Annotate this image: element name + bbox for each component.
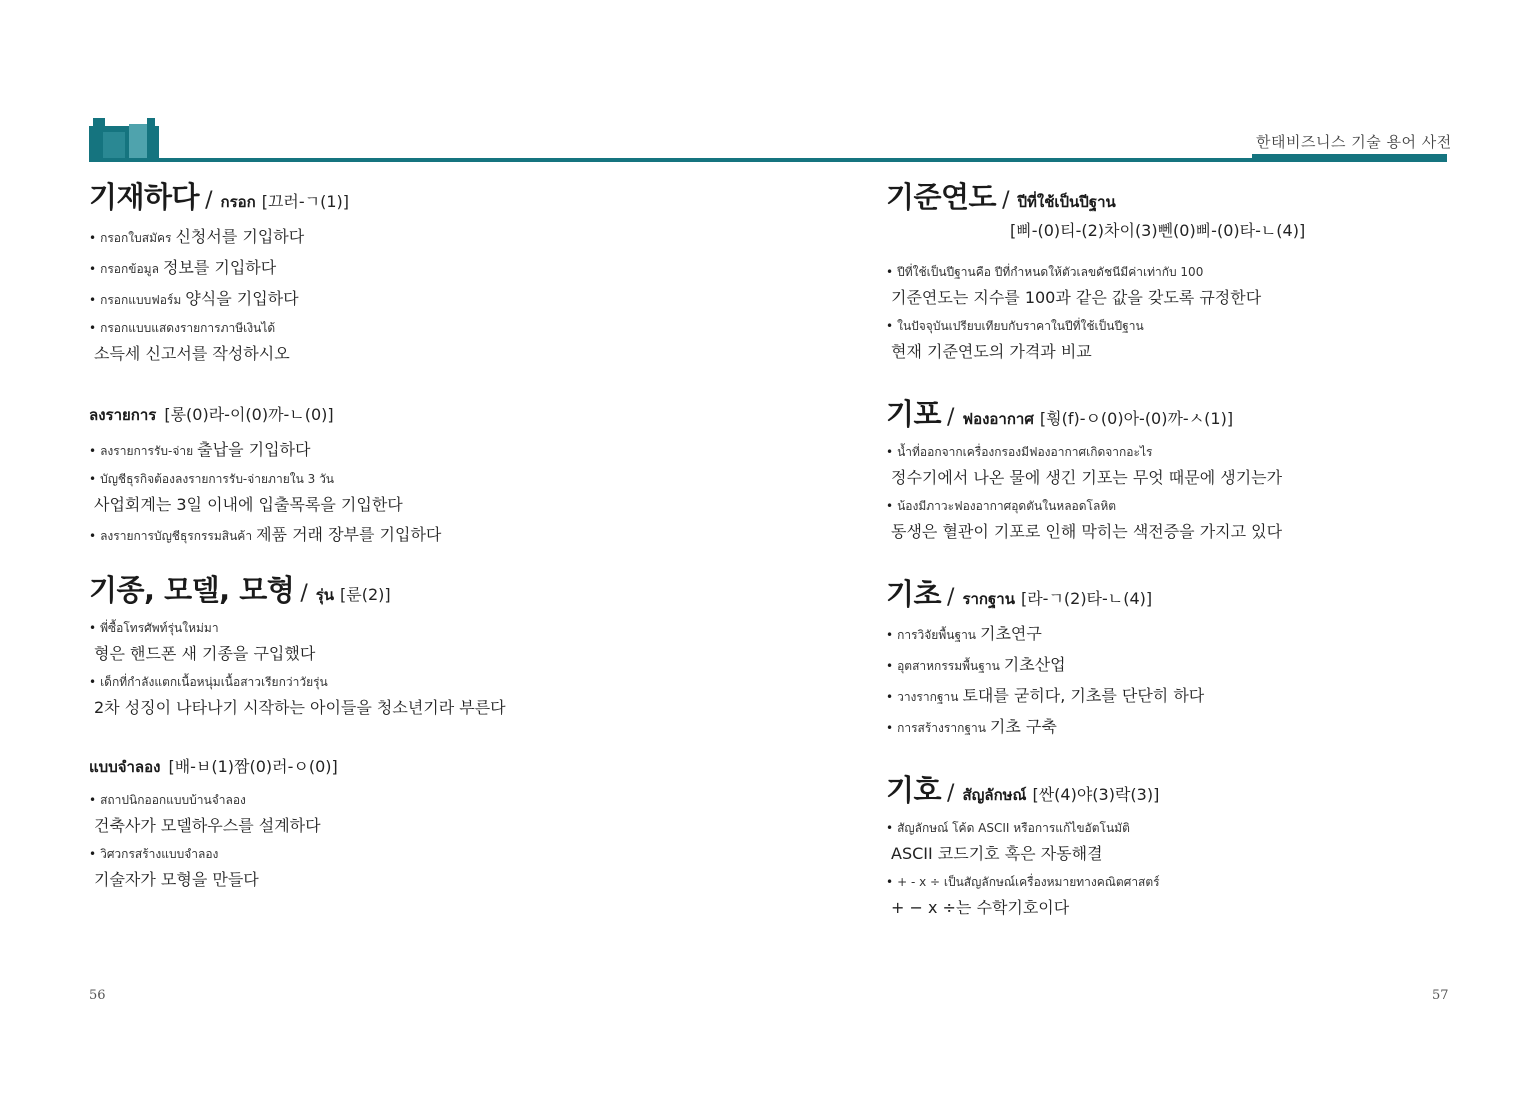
headword: 기호 bbox=[886, 773, 942, 807]
headword: 기초 bbox=[886, 577, 942, 611]
example bbox=[89, 843, 729, 890]
bullet-icon: • bbox=[89, 793, 97, 807]
thai-term: ลงรายการ bbox=[89, 406, 157, 424]
entry-gijunyeondo bbox=[886, 175, 1526, 362]
thai-term: สัญลักษณ์ bbox=[962, 786, 1027, 804]
header-rule bbox=[89, 158, 1447, 162]
thai-term: รากฐาน bbox=[962, 590, 1015, 608]
pronunciation: [배-ㅂ(1)짬(0)러-ㅇ(0)] bbox=[168, 757, 338, 776]
example-thai: เด็กที่กำลังแตกเนื้อหนุ่มเนื้อสาวเรียกว่าวัยรุ่น bbox=[100, 675, 328, 689]
example-korean: 양식을 기입하다 bbox=[185, 289, 299, 308]
slash: / bbox=[947, 781, 955, 806]
example-thai: อุตสาหกรรมพื้นฐาน bbox=[897, 659, 1000, 673]
example-thai: น้องมีภาวะฟองอากาศอุดตันในหลอดโลหิต bbox=[897, 499, 1117, 513]
bullet-icon: • bbox=[886, 628, 894, 642]
thai-term: แบบจำลอง bbox=[89, 758, 161, 776]
example bbox=[886, 714, 1526, 738]
bullet-icon: • bbox=[89, 444, 97, 458]
example bbox=[89, 468, 729, 515]
entry-giho bbox=[886, 768, 1526, 918]
headword-line bbox=[886, 572, 1526, 613]
example-thai: การวิจัยพื้นฐาน bbox=[897, 628, 977, 642]
example-thai: การสร้างรากฐาน bbox=[897, 721, 986, 735]
example bbox=[89, 617, 729, 664]
example bbox=[886, 621, 1526, 645]
example-thai: สถาปนิกออกแบบบ้านจำลอง bbox=[100, 793, 246, 807]
bullet-icon: • bbox=[89, 262, 97, 276]
entry-gijaehada bbox=[89, 175, 729, 364]
thai-term: ปีที่ใช้เป็นปีฐาน bbox=[1017, 193, 1116, 211]
example bbox=[886, 871, 1526, 918]
example bbox=[89, 224, 729, 248]
example-korean: 토대를 굳히다, 기초를 단단히 하다 bbox=[962, 686, 1205, 705]
bullet-icon: • bbox=[89, 621, 97, 635]
subterm-line bbox=[89, 402, 729, 427]
example bbox=[89, 671, 729, 718]
example bbox=[89, 255, 729, 279]
example-korean: 동생은 혈관이 기포로 인해 막히는 색전증을 가지고 있다 bbox=[891, 522, 1283, 541]
entry-gipo bbox=[886, 392, 1526, 542]
example bbox=[89, 789, 729, 836]
headword-line bbox=[886, 175, 1526, 216]
example-korean: + − x ÷는 수학기호이다 bbox=[891, 898, 1070, 917]
example-thai: วางรากฐาน bbox=[897, 690, 959, 704]
example-thai: กรอกแบบแสดงรายการภาษีเงินได้ bbox=[100, 321, 276, 335]
example-korean: 소득세 신고서를 작성하시오 bbox=[94, 344, 290, 363]
entry-baepjamlong bbox=[89, 754, 729, 890]
example bbox=[89, 437, 729, 461]
subterm-line bbox=[89, 754, 729, 779]
example-thai: พี่ซื้อโทรศัพท์รุ่นใหม่มา bbox=[100, 621, 219, 635]
headword-line bbox=[89, 175, 729, 216]
example bbox=[886, 495, 1526, 542]
thai-term: รุ่น bbox=[315, 586, 335, 604]
example-korean: 신청서를 기입하다 bbox=[175, 227, 305, 246]
example bbox=[89, 522, 729, 546]
slash: / bbox=[300, 581, 308, 606]
bullet-icon: • bbox=[886, 690, 894, 704]
example bbox=[886, 315, 1526, 362]
example bbox=[886, 261, 1526, 308]
headword-line bbox=[89, 568, 729, 609]
book-title: 한태비즈니스 기술 용어 사전 bbox=[1256, 133, 1452, 151]
example-korean: ASCII 코드기호 혹은 자동해결 bbox=[891, 844, 1103, 863]
bullet-icon: • bbox=[886, 659, 894, 673]
headword: 기재하다 bbox=[89, 180, 200, 214]
example bbox=[886, 683, 1526, 707]
example-thai: วิศวกรสร้างแบบจำลอง bbox=[100, 847, 219, 861]
example-thai: กรอกแบบฟอร์ม bbox=[100, 293, 182, 307]
bullet-icon: • bbox=[886, 499, 894, 513]
example-korean: 제품 거래 장부를 기입하다 bbox=[256, 525, 442, 544]
headword-line bbox=[886, 392, 1526, 433]
entry-gicho bbox=[886, 572, 1526, 738]
slash: / bbox=[1002, 188, 1010, 213]
header-rule-tab bbox=[1252, 154, 1447, 162]
example-korean: 사업회계는 3일 이내에 입출목록을 기입한다 bbox=[94, 495, 403, 514]
example-korean: 2차 성징이 나타나기 시작하는 아이들을 청소년기라 부른다 bbox=[94, 698, 506, 717]
page-number-right: 57 bbox=[1432, 988, 1449, 1003]
example-thai: ลงรายการรับ-จ่าย bbox=[100, 444, 194, 458]
bullet-icon: • bbox=[886, 265, 894, 279]
bullet-icon: • bbox=[89, 847, 97, 861]
page-number-left: 56 bbox=[89, 988, 106, 1003]
bullet-icon: • bbox=[886, 721, 894, 735]
bullet-icon: • bbox=[89, 321, 97, 335]
pronunciation: [롱(0)라-이(0)까-ㄴ(0)] bbox=[164, 405, 334, 424]
example-thai: บัญชีธุรกิจต้องลงรายการรับ-จ่ายภายใน 3 วัน bbox=[100, 472, 335, 486]
bullet-icon: • bbox=[89, 675, 97, 689]
example-thai: น้ำที่ออกจากเครื่องกรองมีฟองอากาศเกิดจากอะไร bbox=[897, 445, 1153, 459]
example bbox=[886, 441, 1526, 488]
bullet-icon: • bbox=[886, 319, 894, 333]
example bbox=[89, 317, 729, 364]
headword: 기종, 모델, 모형 bbox=[89, 573, 295, 607]
example-korean: 기술자가 모형을 만들다 bbox=[94, 870, 259, 889]
slash: / bbox=[205, 188, 213, 213]
example-thai: + - x ÷ เป็นสัญลักษณ์เครื่องหมายทางคณิตศาสตร์ bbox=[897, 875, 1160, 889]
example-korean: 기초연구 bbox=[980, 624, 1042, 643]
bullet-icon: • bbox=[89, 293, 97, 307]
example bbox=[886, 652, 1526, 676]
example-thai: กรอกข้อมูล bbox=[100, 262, 159, 276]
entry-gijong bbox=[89, 568, 729, 718]
example-thai: ปีที่ใช้เป็นปีฐานคือ ปีที่กำหนดให้ตัวเลขดัชนีมีค่าเท่ากับ 100 bbox=[897, 265, 1204, 279]
headword: 기포 bbox=[886, 397, 942, 431]
example-korean: 형은 핸드폰 새 기종을 구입했다 bbox=[94, 644, 316, 663]
pronunciation: [훵(f)-ㅇ(0)아-(0)까-ㅅ(1)] bbox=[1039, 409, 1234, 428]
slash: / bbox=[947, 405, 955, 430]
example-thai: ในปัจจุบันเปรียบเทียบกับราคาในปีที่ใช้เป็นปีฐาน bbox=[897, 319, 1144, 333]
example-korean: 정보를 기입하다 bbox=[162, 258, 277, 277]
example-korean: 기초 구축 bbox=[989, 717, 1057, 736]
thai-term: กรอก bbox=[220, 193, 256, 211]
bullet-icon: • bbox=[89, 231, 97, 245]
right-page bbox=[886, 175, 1526, 925]
bullet-icon: • bbox=[89, 472, 97, 486]
example-korean: 기준연도는 지수를 100과 같은 값을 갖도록 규정한다 bbox=[891, 288, 1262, 307]
example-korean: 현재 기준연도의 가격과 비교 bbox=[891, 342, 1092, 361]
example-thai: กรอกใบสมัคร bbox=[100, 231, 172, 245]
bullet-icon: • bbox=[886, 821, 894, 835]
example-thai: ลงรายการบัญชีธุรกรรมสินค้า bbox=[100, 529, 253, 543]
slash: / bbox=[947, 585, 955, 610]
left-page bbox=[89, 175, 729, 897]
pronunciation: [끄러-ㄱ(1)] bbox=[261, 192, 350, 211]
pronunciation: [삐-(0)티-(2)차이(3)뻰(0)삐-(0)타-ㄴ(4)] bbox=[1010, 221, 1306, 240]
thai-term: ฟองอากาศ bbox=[962, 410, 1034, 428]
pronunciation: [룬(2)] bbox=[340, 585, 391, 604]
pronunciation: [라-ㄱ(2)타-ㄴ(4)] bbox=[1020, 589, 1153, 608]
book-logo-icon bbox=[89, 118, 159, 161]
example-korean: 건축사가 모델하우스를 설계하다 bbox=[94, 816, 321, 835]
example-thai: สัญลักษณ์ โค้ด ASCII หรือการแก้ไขอัตโนมัติ bbox=[897, 821, 1130, 835]
pronunciation: [싼(4)야(3)락(3)] bbox=[1032, 785, 1160, 804]
headword-line bbox=[886, 768, 1526, 809]
headword: 기준연도 bbox=[886, 180, 997, 214]
bullet-icon: • bbox=[886, 875, 894, 889]
bullet-icon: • bbox=[89, 529, 97, 543]
example-korean: 출납을 기입하다 bbox=[197, 440, 311, 459]
bullet-icon: • bbox=[886, 445, 894, 459]
example-korean: 기초산업 bbox=[1003, 655, 1066, 674]
example bbox=[89, 286, 729, 310]
entry-longraikan bbox=[89, 402, 729, 546]
example bbox=[886, 817, 1526, 864]
example-korean: 정수기에서 나온 물에 생긴 기포는 무엇 때문에 생기는가 bbox=[891, 468, 1283, 487]
